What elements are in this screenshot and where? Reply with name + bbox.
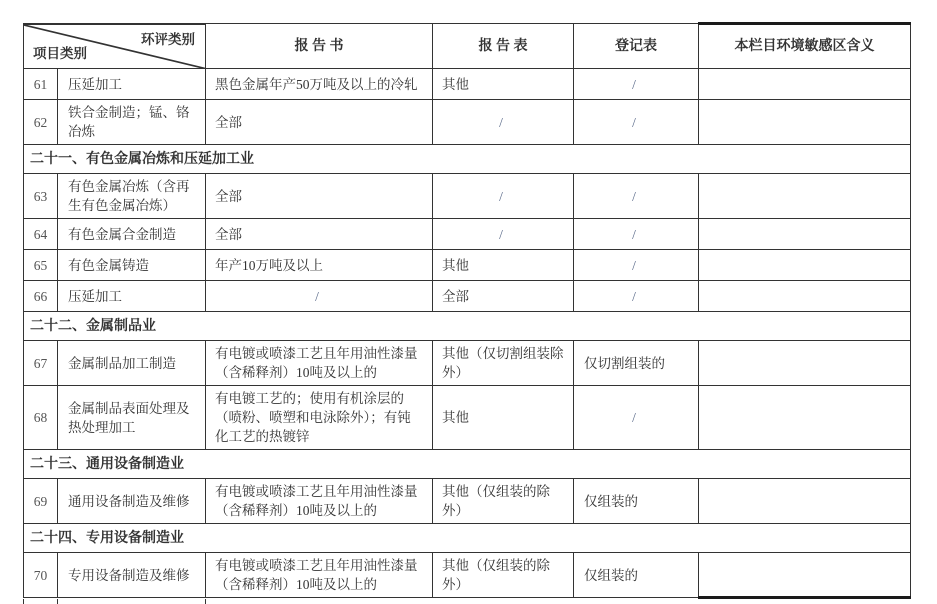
- cell-sensitive: [699, 479, 911, 524]
- cell-sensitive: [699, 553, 911, 598]
- eia-classification-table-wrap: [23, 22, 910, 599]
- section-label: 二十二、金属制品业: [24, 312, 911, 341]
- cell-sensitive: [699, 341, 911, 386]
- cell-sensitive: [699, 219, 911, 250]
- cell-report_book: 全部: [206, 219, 433, 250]
- cell-no: 66: [24, 281, 58, 312]
- cell-report_book: 全部: [206, 174, 433, 219]
- section-row: [24, 145, 911, 174]
- cell-report_book: 黑色金属年产50万吨及以上的冷轧: [206, 69, 433, 100]
- table-row: [24, 174, 911, 219]
- cell-no: 70: [24, 553, 58, 598]
- section-row: [24, 524, 911, 553]
- header-report-table: 报 告 表: [433, 24, 574, 69]
- cell-sensitive: [699, 100, 911, 145]
- section-row: [24, 450, 911, 479]
- cell-report_book: /: [206, 281, 433, 312]
- cell-registration: /: [574, 100, 699, 145]
- table-body: [24, 69, 911, 598]
- cell-category: 有色金属铸造: [58, 250, 206, 281]
- cell-no: 62: [24, 100, 58, 145]
- header-sensitive-area-meaning: 本栏目环境敏感区含义: [699, 24, 911, 69]
- cell-report_table: 其他（仅切割组装除外）: [433, 341, 574, 386]
- cell-report_table: 其他（仅组装的除外）: [433, 479, 574, 524]
- cell-no: 69: [24, 479, 58, 524]
- cell-report_book: 年产10万吨及以上: [206, 250, 433, 281]
- cell-sensitive: [699, 250, 911, 281]
- cell-category: 压延加工: [58, 69, 206, 100]
- cell-report_table: /: [433, 100, 574, 145]
- cell-report_table: 全部: [433, 281, 574, 312]
- cell-sensitive: [699, 281, 911, 312]
- cell-category: 金属制品加工制造: [58, 341, 206, 386]
- cell-report_book: 有电镀工艺的；使用有机涂层的（喷粉、喷塑和电泳除外）；有钝化工艺的热镀锌: [206, 386, 433, 450]
- cell-no: 61: [24, 69, 58, 100]
- cell-category: 有色金属冶炼（含再生有色金属冶炼）: [58, 174, 206, 219]
- cell-category: 铁合金制造；锰、铬冶炼: [58, 100, 206, 145]
- cell-report_book: 有电镀或喷漆工艺且年用油性漆量（含稀释剂）10吨及以上的: [206, 553, 433, 598]
- cell-registration: 仅组装的: [574, 479, 699, 524]
- cell-category: 有色金属合金制造: [58, 219, 206, 250]
- cell-sensitive: [699, 386, 911, 450]
- table-row: [24, 386, 911, 450]
- diagonal-header-cell: [24, 24, 206, 69]
- cell-registration: /: [574, 250, 699, 281]
- cell-no: 68: [24, 386, 58, 450]
- table-row: [24, 341, 911, 386]
- cell-registration: /: [574, 386, 699, 450]
- cell-registration: /: [574, 69, 699, 100]
- cell-report_table: 其他: [433, 250, 574, 281]
- section-row: [24, 312, 911, 341]
- cell-registration: /: [574, 174, 699, 219]
- table-row: [24, 553, 911, 598]
- cell-registration: /: [574, 219, 699, 250]
- table-row: [24, 479, 911, 524]
- cell-registration: 仅组装的: [574, 553, 699, 598]
- cell-registration: 仅切割组装的: [574, 341, 699, 386]
- table-row: [24, 69, 911, 100]
- cell-report_table: 其他（仅组装的除外）: [433, 553, 574, 598]
- cell-report_book: 有电镀或喷漆工艺且年用油性漆量（含稀释剂）10吨及以上的: [206, 341, 433, 386]
- table-row: [24, 100, 911, 145]
- header-report-book: 报 告 书: [206, 24, 433, 69]
- eia-classification-table: [23, 22, 911, 599]
- cell-no: 63: [24, 174, 58, 219]
- cell-report_table: /: [433, 219, 574, 250]
- cell-no: 65: [24, 250, 58, 281]
- cell-sensitive: [699, 69, 911, 100]
- header-registration-form: 登记表: [574, 24, 699, 69]
- section-label: 二十三、通用设备制造业: [24, 450, 911, 479]
- cell-report_table: 其他: [433, 386, 574, 450]
- cell-report_table: 其他: [433, 69, 574, 100]
- cell-category: 压延加工: [58, 281, 206, 312]
- cell-category: 金属制品表面处理及热处理加工: [58, 386, 206, 450]
- table-row: [24, 219, 911, 250]
- cell-report_book: 全部: [206, 100, 433, 145]
- section-label: 二十四、专用设备制造业: [24, 524, 911, 553]
- cell-category: 通用设备制造及维修: [58, 479, 206, 524]
- cell-report_book: 有电镀或喷漆工艺且年用油性漆量（含稀释剂）10吨及以上的: [206, 479, 433, 524]
- section-label: 二十一、有色金属冶炼和压延加工业: [24, 145, 911, 174]
- cell-sensitive: [699, 174, 911, 219]
- cell-category: 专用设备制造及维修: [58, 553, 206, 598]
- cell-report_table: /: [433, 174, 574, 219]
- table-row: [24, 281, 911, 312]
- cell-no: 64: [24, 219, 58, 250]
- cell-registration: /: [574, 281, 699, 312]
- header-eia-category-label: 环评类别: [141, 31, 195, 47]
- header-row: [24, 24, 911, 69]
- table-row: [24, 250, 911, 281]
- cell-no: 67: [24, 341, 58, 386]
- header-project-category-label: 项目类别: [33, 46, 87, 61]
